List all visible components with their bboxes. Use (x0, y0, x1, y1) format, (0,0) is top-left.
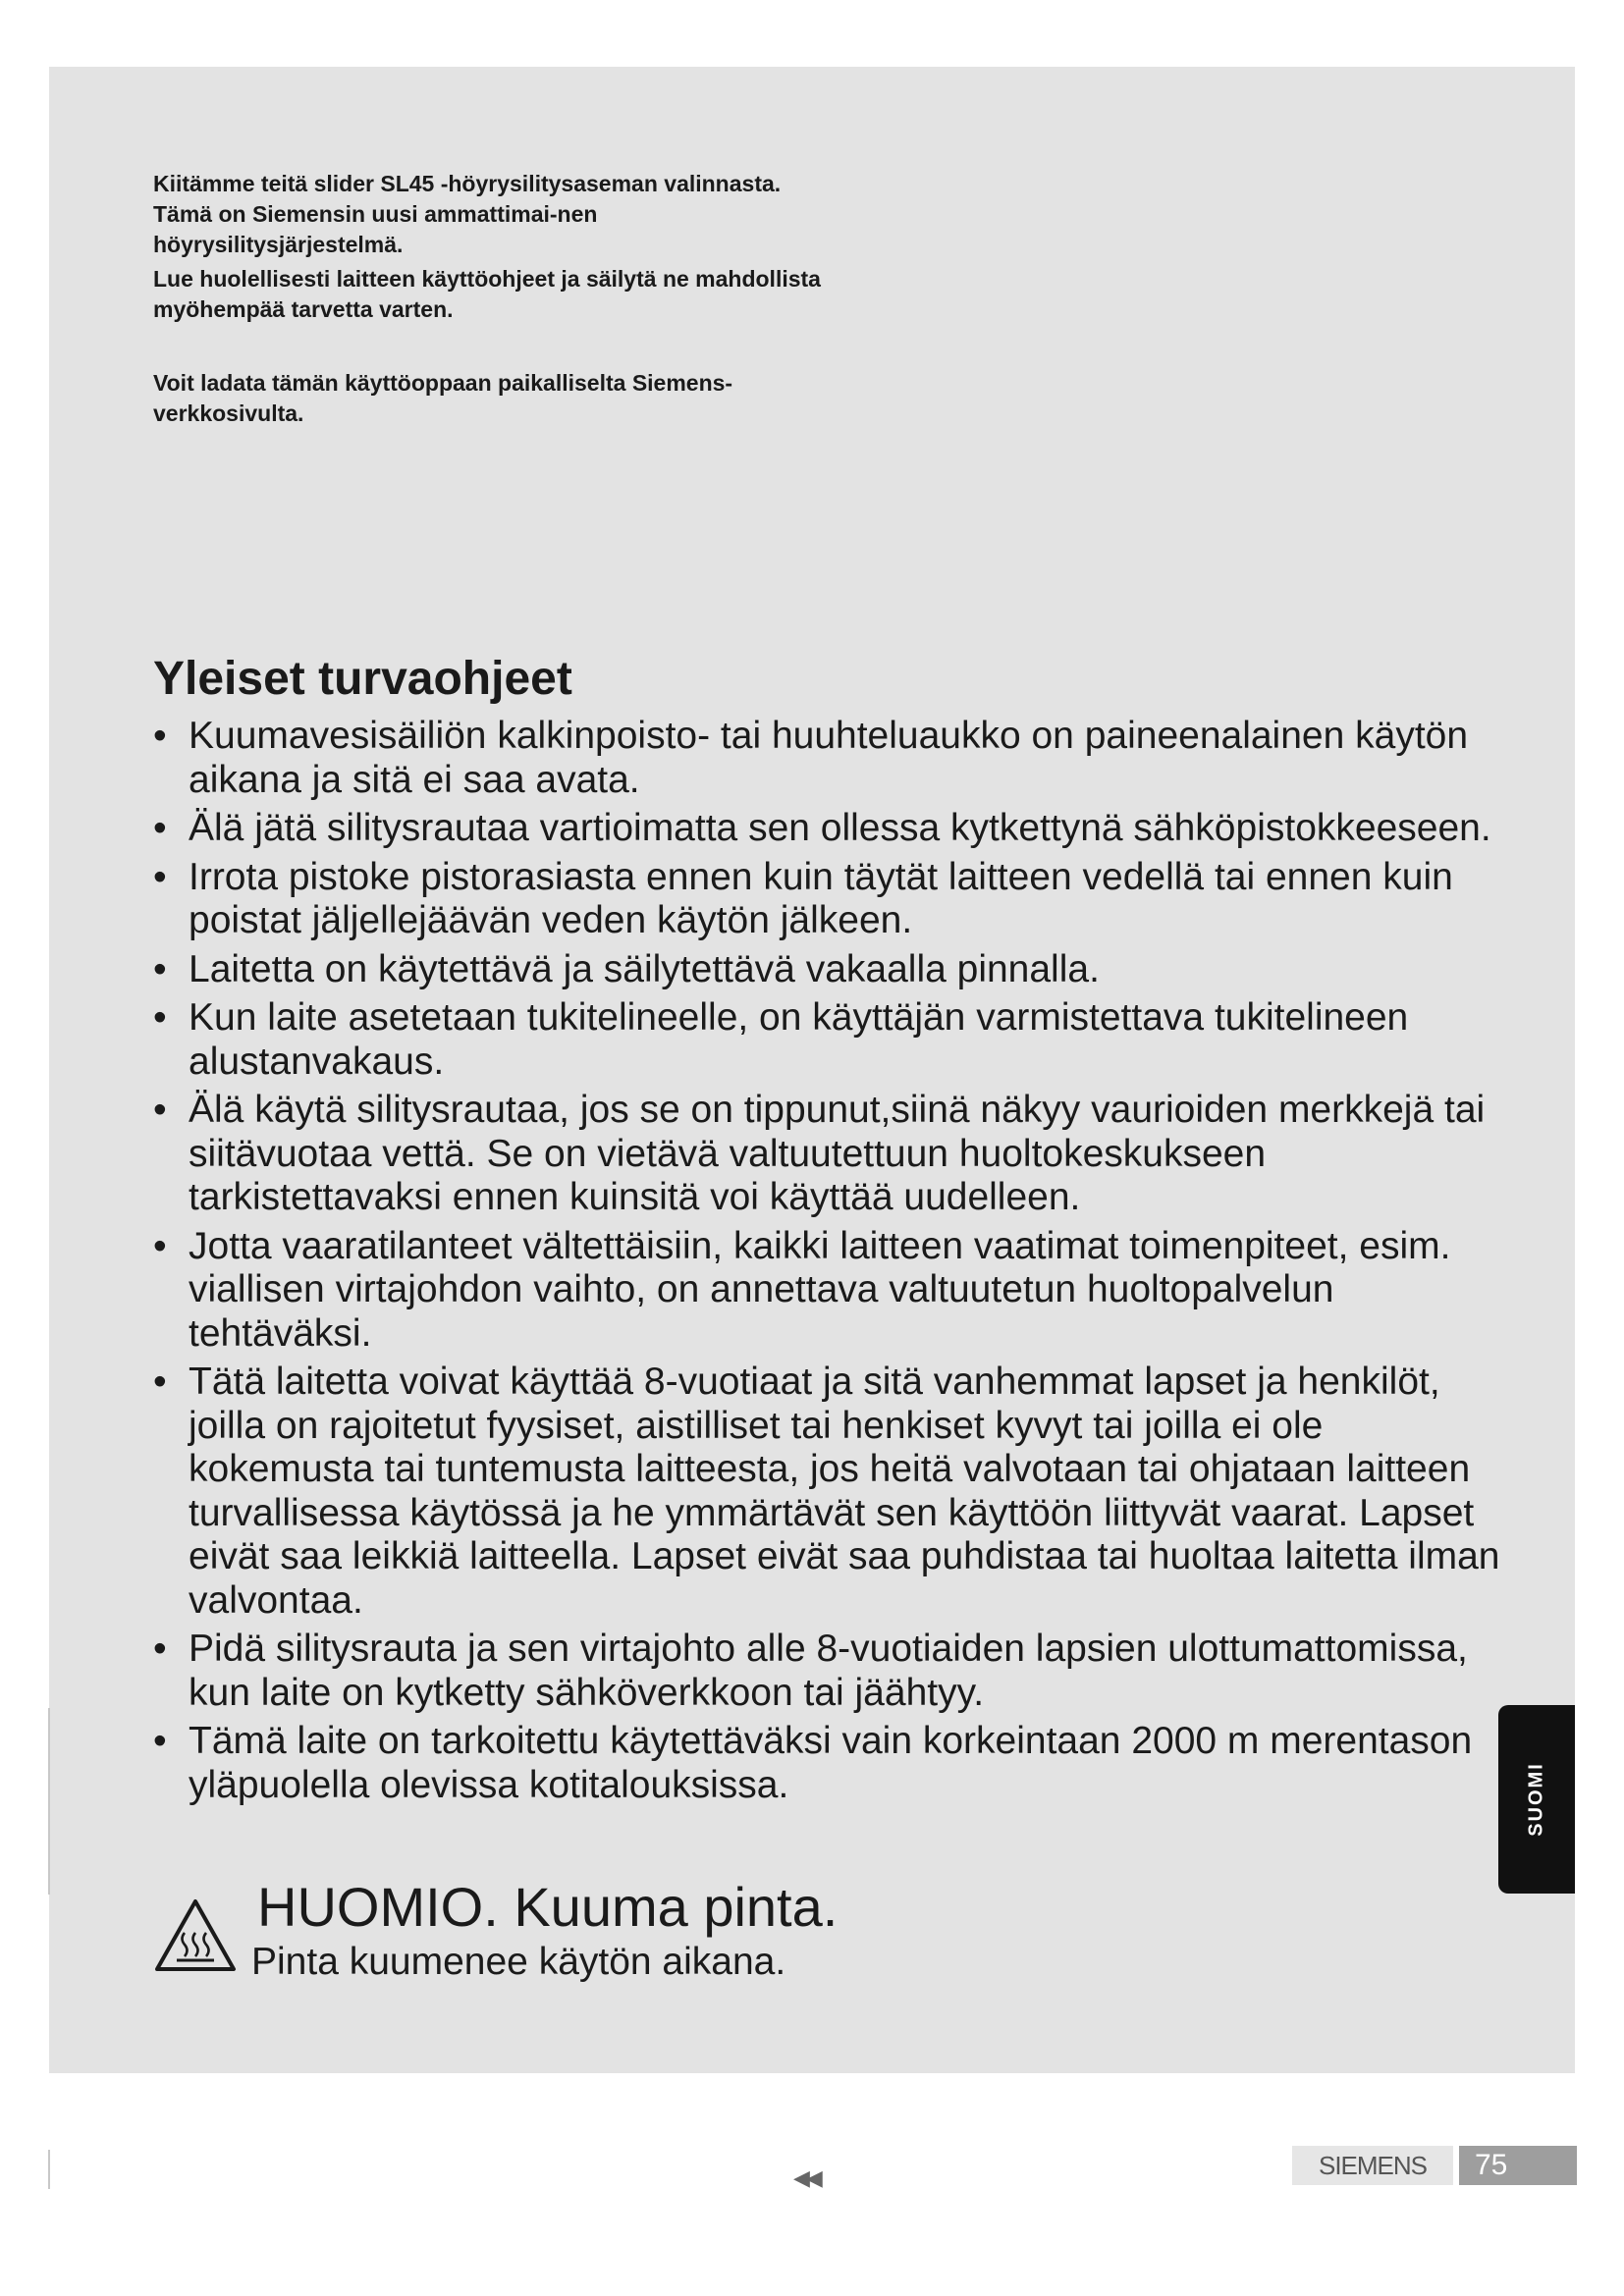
warning-title: HUOMIO. Kuuma pinta. (257, 1876, 839, 1938)
intro-paragraph-3: Voit ladata tämän käyttöoppaan paikalliselta Siemens-verkkosivulta. (153, 370, 733, 426)
bullet-text: Kuumavesisäiliön kalkinpoisto- tai huuhteluaukko on paineenalainen käytön aikana ja sitä ei saa avata. (189, 715, 1469, 801)
hot-surface-warning-icon (153, 1897, 238, 1974)
bullet-text: Irrota pistoke pistorasiasta ennen kuin täytät laitteen vedellä tai ennen kuin poistat jäljellejäävän veden käytön jälkeen. (189, 855, 1453, 941)
bullet-item (153, 1225, 1508, 1357)
bullet-text: Älä käytä silitysrautaa, jos se on tippunut,siinä näkyy vaurioiden merkkejä tai siitävuotaa vettä. Se on vietävä valtuutettuun huoltokeskukseen tarkistettavaksi ennen kuinsitä voi käyttää uudelleen. (189, 1089, 1486, 1218)
language-tab-label: SUOMI (1525, 1762, 1547, 1837)
warning-text: Pinta kuumenee käytön aikana. (251, 1941, 786, 1983)
bullet-dot: • (153, 715, 167, 757)
bullet-text: Tämä laite on tarkoitettu käytettäväksi vain korkeintaan 2000 m merentason yläpuolella olevissa kotitalouksissa. (189, 1720, 1473, 1806)
left-edge-mark-bottom (48, 2150, 50, 2189)
bullet-text: Älä jätä silitysrautaa vartioimatta sen ollessa kytkettynä sähköpistokkeeseen. (189, 807, 1491, 849)
bullet-item (153, 1089, 1508, 1220)
bullet-dot: • (153, 1361, 167, 1403)
bullet-item (153, 996, 1508, 1084)
hot-surface-warning (153, 1876, 1037, 1998)
bullet-item (153, 1361, 1508, 1623)
bullet-text: Tätä laitetta voivat käyttää 8-vuotiaat ja sitä vanhemmat lapset ja henkilöt, joilla on rajoitetut fyysiset, aistilliset tai henkiset kyvyt tai joilla ei ole kokemusta tai tuntemusta laitteesta, jos heitä valvotaan tai ohjataan laitteen turvallisessa käytössä ja he ymmärtävät sen käyttöön liittyvät vaarat. Lapset eivät saa leikkiä laitteella. Lapset eivät saa puhdistaa tai huoltaa laitetta ilman valvontaa. (189, 1361, 1500, 1622)
intro-paragraph-1: Kiitämme teitä slider SL45 -höyrysilitysaseman valinnasta. Tämä on Siemensin uusi ammattimai-nen höyrysilitysjärjestelmä. (153, 171, 782, 257)
bullet-item (153, 948, 1508, 992)
bullet-dot: • (153, 1720, 167, 1762)
section-title: Yleiset turvaohjeet (153, 653, 572, 705)
bullet-dot: • (153, 855, 167, 898)
bullet-text: Laitetta on käytettävä ja säilytettävä vakaalla pinnalla. (189, 947, 1100, 990)
bullet-dot: • (153, 996, 167, 1039)
bullet-dot: • (153, 1628, 167, 1670)
bullet-item (153, 1720, 1508, 1807)
bullet-text: Kun laite asetetaan tukitelineelle, on käyttäjän varmistettava tukitelineen alustanvakaus. (189, 996, 1409, 1083)
bullet-item (153, 856, 1508, 943)
page-number: 75 (1459, 2146, 1577, 2185)
bullet-dot: • (153, 1224, 167, 1267)
intro-text (153, 169, 840, 433)
language-tab (1498, 1705, 1575, 1894)
bullet-dot: • (153, 807, 167, 849)
back-arrows-icon[interactable]: ◀◀ (793, 2165, 819, 2190)
bullet-item (153, 1628, 1508, 1715)
bullet-dot: • (153, 947, 167, 990)
brand-label: SIEMENS (1292, 2146, 1453, 2185)
left-edge-mark-top (48, 1708, 50, 1895)
bullet-item (153, 807, 1508, 851)
bullet-text: Jotta vaaratilanteet vältettäisiin, kaikki laitteen vaatimat toimenpiteet, esim. viallisen virtajohdon vaihto, on annettava valtuutetun huoltopalvelun tehtäväksi. (189, 1224, 1451, 1355)
bullet-text: Pidä silitysrauta ja sen virtajohto alle 8-vuotiaiden lapsien ulottumattomissa, kun laite on kytketty sähköverkkoon tai jäähtyy. (189, 1628, 1468, 1714)
safety-bullet-list (153, 715, 1508, 1812)
bullet-item (153, 715, 1508, 802)
intro-paragraph-2: Lue huolellisesti laitteen käyttöohjeet ja säilytä ne mahdollista myöhempää tarvetta varten. (153, 266, 821, 322)
bullet-dot: • (153, 1089, 167, 1131)
